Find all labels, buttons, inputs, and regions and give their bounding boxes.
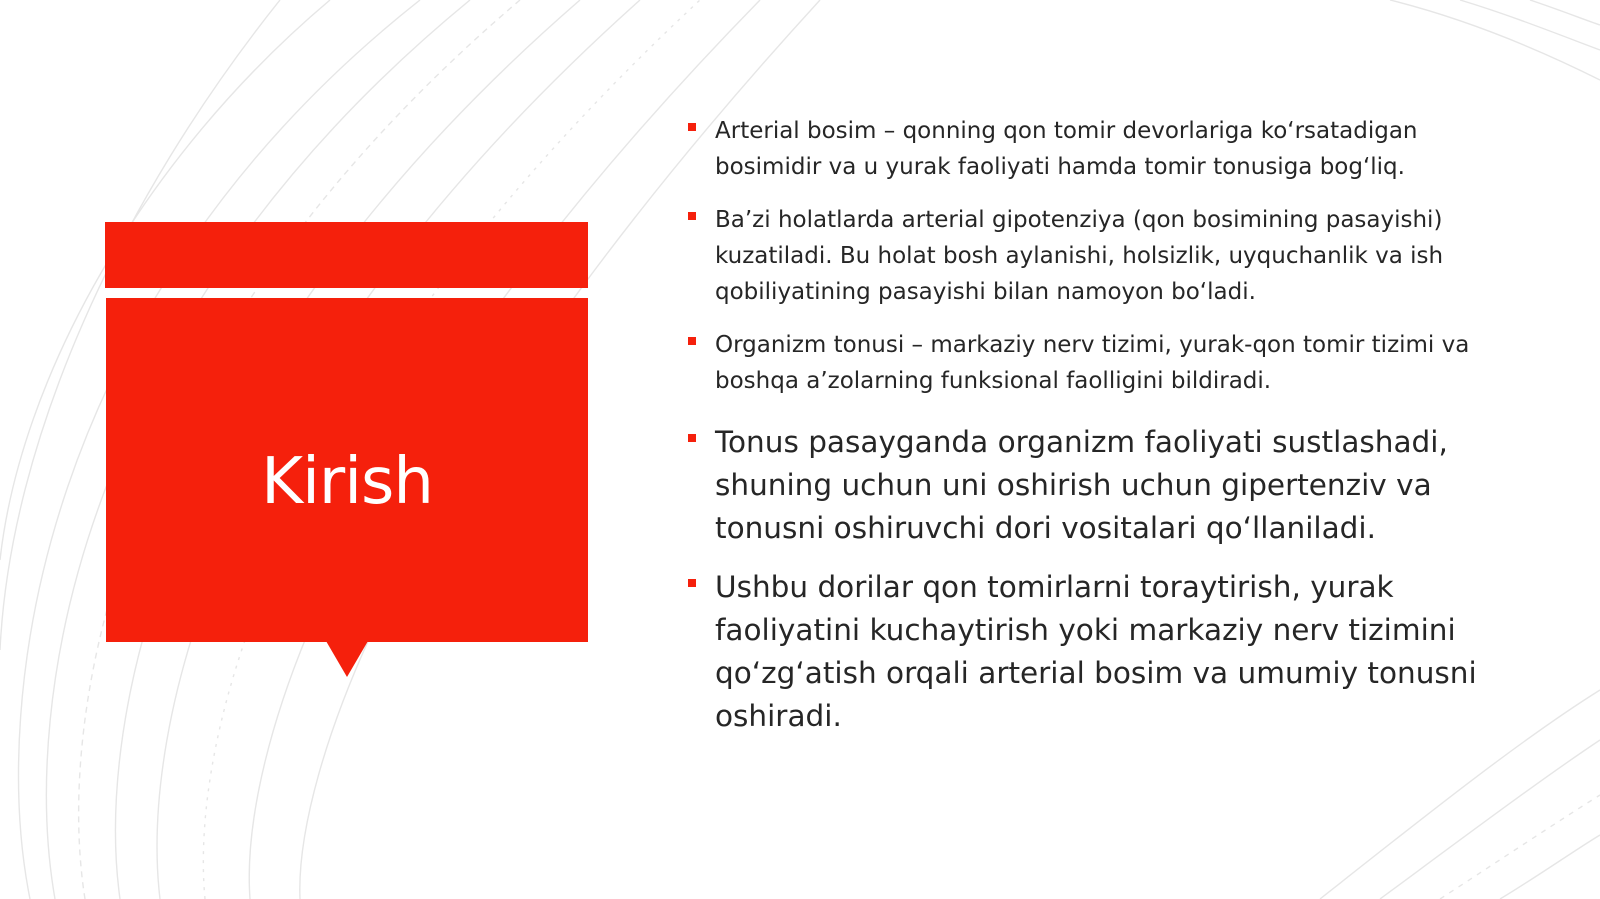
title-accent-bar (105, 222, 588, 288)
bullet-text: Ushbu dorilar qon tomirlarni toraytirish, yurak faoliyatini kuchaytirish yoki markaziy nerv tizimini qo‘zg‘atish orqali arterial bosim va umumiy tonusni oshiradi. (715, 570, 1477, 733)
bullet-item (686, 202, 1506, 310)
bullet-text: Arterial bosim – qonning qon tomir devorlariga ko‘rsatadigan bosimidir va u yurak faoliyati hamda tomir tonusiga bog‘liq. (715, 118, 1418, 180)
bullet-item (686, 566, 1506, 738)
bullet-item (686, 113, 1506, 185)
bullet-item (686, 327, 1506, 399)
title-box (106, 298, 588, 642)
bullet-square-icon (688, 434, 696, 442)
bullet-square-icon (688, 123, 696, 131)
bullet-text: Organizm tonusi – markaziy nerv tizimi, yurak-qon tomir tizimi va boshqa a’zolarning funksional faolligini bildiradi. (715, 332, 1470, 394)
slide-title: Kirish (261, 445, 433, 519)
bullet-content (686, 113, 1506, 754)
bullet-list (686, 113, 1506, 738)
bullet-square-icon (688, 212, 696, 220)
title-callout-pointer (326, 641, 368, 677)
bullet-text: Tonus pasayganda organizm faoliyati sustlashadi, shuning uchun uni oshirish uchun gipertenziv va tonusni oshiruvchi dori vositalari qo‘llaniladi. (715, 425, 1448, 545)
bullet-item (686, 421, 1506, 550)
bullet-text: Ba’zi holatlarda arterial gipotenziya (qon bosimining pasayishi) kuzatiladi. Bu holat bosh aylanishi, holsizlik, uyquchanlik va ish qobiliyatining pasayishi bilan namoyon bo‘ladi. (715, 207, 1444, 305)
bullet-square-icon (688, 579, 696, 587)
bullet-square-icon (688, 337, 696, 345)
